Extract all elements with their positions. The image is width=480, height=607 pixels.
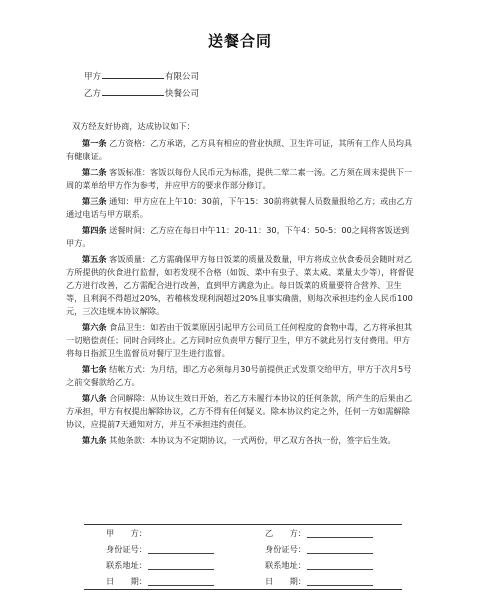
- id-number-label: 身份证号：: [265, 543, 306, 554]
- clause-text: 其他条款：本协议为不定期协议，一式两份，甲乙双方各执一份，签字后生效。: [106, 435, 396, 445]
- page-title: 送餐合同: [207, 32, 272, 50]
- id-number-label: 身份证号：: [106, 543, 147, 554]
- signature-label: 甲 方：: [106, 527, 147, 538]
- party-a-date-cell: [84, 576, 243, 587]
- clause-heading: 第九条: [82, 435, 107, 445]
- address-line: [307, 560, 373, 570]
- clause-heading: 第四条: [82, 225, 107, 235]
- party-a-blank: [102, 70, 164, 79]
- party-b-label: 乙方: [84, 89, 102, 99]
- clause-heading: 第二条: [82, 167, 107, 177]
- party-b-suffix: 快餐公司: [165, 89, 200, 99]
- clause-text: 结帐方式：为月结，即乙方必须每月30号前提供正式发票交给甲方，甲方于次月5号之前交餐款给乙方。: [66, 364, 412, 387]
- clause-text: 合同解除：从协议生效日开始，若乙方未履行本协议的任何条款，所产生的后果由乙方承担，甲方有权提出解除协议，乙方不得有任何疑义。除本协议约定之外，任何一方如需解除协议，应提前7天通知对方，并互不承担违约责任。: [66, 393, 413, 429]
- date-row: [84, 573, 402, 589]
- date-label: 日 期：: [265, 575, 306, 586]
- clause-text: 通知：甲方应在上午10：30前，下午15：30前将就餐人员数量报给乙方；或由乙方通过电话与甲方联系。: [66, 196, 413, 219]
- clause-heading: 第三条: [82, 196, 107, 206]
- intro-text: 双方经友好协商，达成协议如下：: [72, 121, 195, 131]
- address-label: 联系地址：: [265, 559, 306, 570]
- date-line: [307, 576, 373, 586]
- clause-text: 乙方资格：乙方承诺，乙方具有相应的营业执照、卫生许可证，其所有工作人员均具有健康证。: [66, 138, 413, 161]
- id-number-row: [84, 541, 402, 557]
- party-b-line: [84, 87, 199, 99]
- party-b-id-cell: [243, 544, 402, 555]
- contract-body: [66, 120, 416, 450]
- clause-heading: 第五条: [82, 254, 107, 264]
- clause-8: [66, 392, 416, 431]
- clause-text: 食品卫生：如若由于饭菜原因引起甲方公司员工任何程度的食物中毒，乙方将承担其一切赔偿责任；同时合同终止。乙方同时应负责甲方餐厅卫生，甲方不就此另行支付费用。甲方将每日指派卫生监督员对餐厅卫生进行监督。: [66, 322, 413, 358]
- clause-heading: 第七条: [82, 364, 107, 374]
- clause-3: [66, 195, 416, 221]
- party-a-address-cell: [84, 560, 243, 571]
- clause-text: 送餐时间：乙方应在每日中午11：20-11：30，下午4：50-5：00之间将客饭送到甲方。: [66, 225, 410, 248]
- party-a-signature-cell: [84, 528, 243, 539]
- party-a-label: 甲方: [84, 72, 102, 82]
- clause-text: 客饭标准：客饭以每份人民币元为标准，提供二荤二素一汤。乙方须在周末提供下一周的菜单给甲方作为参考，并应甲方的要求作部分修订。: [66, 167, 413, 190]
- address-row: [84, 557, 402, 573]
- clause-2: [66, 166, 416, 192]
- signature-row: [84, 525, 402, 541]
- signature-label: 乙 方：: [265, 527, 306, 538]
- clause-4: [66, 224, 416, 250]
- address-label: 联系地址：: [106, 559, 147, 570]
- party-b-blank: [102, 87, 164, 96]
- id-number-line: [148, 544, 214, 554]
- clause-7: [66, 363, 416, 389]
- signature-line: [307, 528, 373, 538]
- clause-text: 客饭质量：乙方需确保甲方每日饭菜的质量及数量，甲方将成立伙食委员会随时对乙方所提供的伙食进行监督，如若发现不合格（如饭、菜中有虫子、菜太咸、菜量太少等），将督促乙方进行改善，乙方需配合进行改善，直到甲方满意为止。每日饭菜的质量要符合营养、卫生等，且利润不得超过20%，若稽核发现利润超过20%且事实确凿，则每次承担违约金人民币100元，三次违规本协议解除。: [66, 254, 414, 316]
- clause-heading: 第八条: [82, 393, 107, 403]
- id-number-line: [307, 544, 373, 554]
- clause-1: [66, 137, 416, 163]
- clause-6: [66, 321, 416, 360]
- date-label: 日 期：: [106, 575, 147, 586]
- clause-5: [66, 253, 416, 318]
- address-line: [148, 560, 214, 570]
- clause-9: [66, 434, 416, 447]
- party-b-date-cell: [243, 576, 402, 587]
- party-b-address-cell: [243, 560, 402, 571]
- party-a-line: [84, 70, 199, 82]
- party-a-id-cell: [84, 544, 243, 555]
- clause-heading: 第一条: [82, 138, 107, 148]
- party-a-suffix: 有限公司: [165, 72, 200, 82]
- signature-table: [84, 524, 402, 590]
- clause-heading: 第六条: [82, 322, 107, 332]
- date-line: [148, 576, 214, 586]
- party-b-signature-cell: [243, 528, 402, 539]
